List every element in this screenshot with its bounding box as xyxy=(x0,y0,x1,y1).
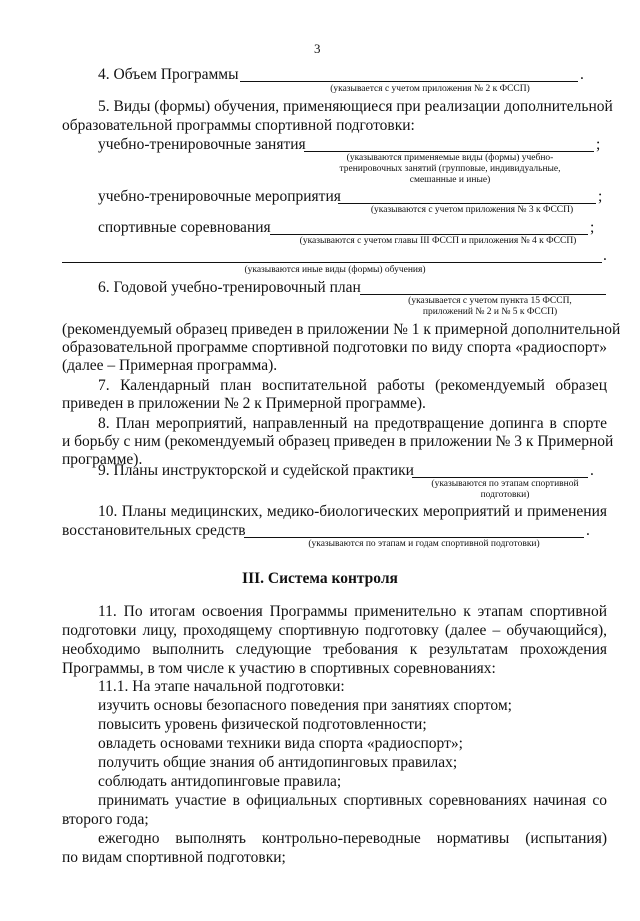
item-11-line1: 11. По итогам освоения Программы применительно к этапам спортивной xyxy=(98,603,607,620)
item-11-line2: подготовки лицу, проходящему спортивную подготовку (далее – обучающийся), xyxy=(62,622,607,639)
competitions-note: (указываются с учетом главы III ФССП и приложения № 4 к ФССП) xyxy=(299,236,577,246)
item-6-cont-2: образовательной программе спортивной подготовки по виду спорта «радиоспорт» xyxy=(62,339,607,356)
item-5-line1: 5. Виды (формы) обучения, применяющиеся при реализации дополнительной xyxy=(98,98,613,115)
events-label: учебно-тренировочные мероприятия xyxy=(98,188,341,205)
punct: . xyxy=(586,522,590,539)
training-label: учебно-тренировочные занятия xyxy=(98,136,306,153)
item-6-cont-3: (далее – Примерная программа). xyxy=(62,357,278,374)
fill-line xyxy=(360,294,606,295)
item-10-note: (указываются по этапам и годам спортивной подготовки) xyxy=(308,539,540,549)
item-6-note-2: приложений № 2 и № 5 к ФССП) xyxy=(422,307,558,317)
list-item: получить общие знания об антидопинговых правилах; xyxy=(98,754,458,771)
other-note: (указываются иные виды (формы) обучения) xyxy=(244,265,426,275)
item-8-line2: и борьбу с ним (рекомендуемый образец приведен в приложении № 3 к Примерной xyxy=(62,433,614,450)
item-9-note-1: (указываются по этапам спортивной xyxy=(431,479,579,489)
item-6-note-1: (указывается с учетом пункта 15 ФССП, xyxy=(408,296,572,306)
fill-line xyxy=(412,477,588,478)
list-item-cont: второго года; xyxy=(62,811,149,828)
fill-line xyxy=(62,262,602,263)
training-note-2: тренировочных занятий (групповые, индивидуальные, xyxy=(339,164,561,174)
fill-line xyxy=(270,234,588,235)
item-11-line3: необходимо выполнить следующие требования к результатам прохождения xyxy=(62,641,607,658)
punct: . xyxy=(603,247,607,264)
section-title: III. Система контроля xyxy=(242,570,398,587)
fill-line xyxy=(338,203,596,204)
item-10-line1: 10. Планы медицинских, медико-биологических мероприятий и применения xyxy=(98,503,607,520)
competitions-label: спортивные соревнования xyxy=(98,219,271,236)
fill-line xyxy=(244,537,584,538)
fill-line xyxy=(240,81,578,82)
list-item: изучить основы безопасного поведения при занятиях спортом; xyxy=(98,697,512,714)
punct: . xyxy=(580,66,584,83)
training-note-3: смешанные и иные) xyxy=(409,175,491,185)
fill-line xyxy=(304,151,594,152)
item-11-line4: Программы, в том числе к участию в спортивных соревнованиях: xyxy=(62,660,496,677)
punct: ; xyxy=(598,188,603,205)
list-item: ежегодно выполнять контрольно-переводные нормативы (испытания) xyxy=(98,830,607,847)
page-number: 3 xyxy=(314,41,321,56)
item-5-line2: образовательной программы спортивной подготовки: xyxy=(62,117,415,134)
item-11-1-title: 11.1. На этапе начальной подготовки: xyxy=(98,678,345,695)
item-8-line3: программе). xyxy=(62,451,143,468)
item-6-label: 6. Годовой учебно-тренировочный план xyxy=(98,279,361,296)
item-4-note: (указывается с учетом приложения № 2 к ФССП) xyxy=(330,84,530,94)
item-10-label: восстановительных средств xyxy=(62,522,246,539)
events-note: (указываются с учетом приложения № 3 к ФССП) xyxy=(370,205,574,215)
list-item-cont: по видам спортивной подготовки; xyxy=(62,849,286,866)
item-7-line2: приведен в приложении № 2 к Примерной программе). xyxy=(62,395,426,412)
punct: . xyxy=(590,462,594,479)
item-8-line1: 8. План мероприятий, направленный на предотвращение допинга в спорте xyxy=(98,415,607,432)
training-note-1: (указываются применяемые виды (формы) учебно- xyxy=(346,153,554,163)
item-9-note-2: подготовки) xyxy=(480,490,530,500)
list-item: принимать участие в официальных спортивных соревнованиях начиная со xyxy=(98,792,607,809)
item-9-label: 9. Планы инструкторской и судейской практики xyxy=(98,462,414,479)
item-7-line1: 7. Календарный план воспитательной работы (рекомендуемый образец xyxy=(98,377,607,394)
item-4-label: 4. Объем Программы xyxy=(98,66,239,83)
list-item: овладеть основами техники вида спорта «радиоспорт»; xyxy=(98,735,463,752)
item-6-cont-1: (рекомендуемый образец приведен в приложении № 1 к примерной дополнительной xyxy=(62,321,621,338)
punct: ; xyxy=(596,136,601,153)
punct: ; xyxy=(590,219,595,236)
list-item: повысить уровень физической подготовленности; xyxy=(98,716,427,733)
list-item: соблюдать антидопинговые правила; xyxy=(98,773,342,790)
